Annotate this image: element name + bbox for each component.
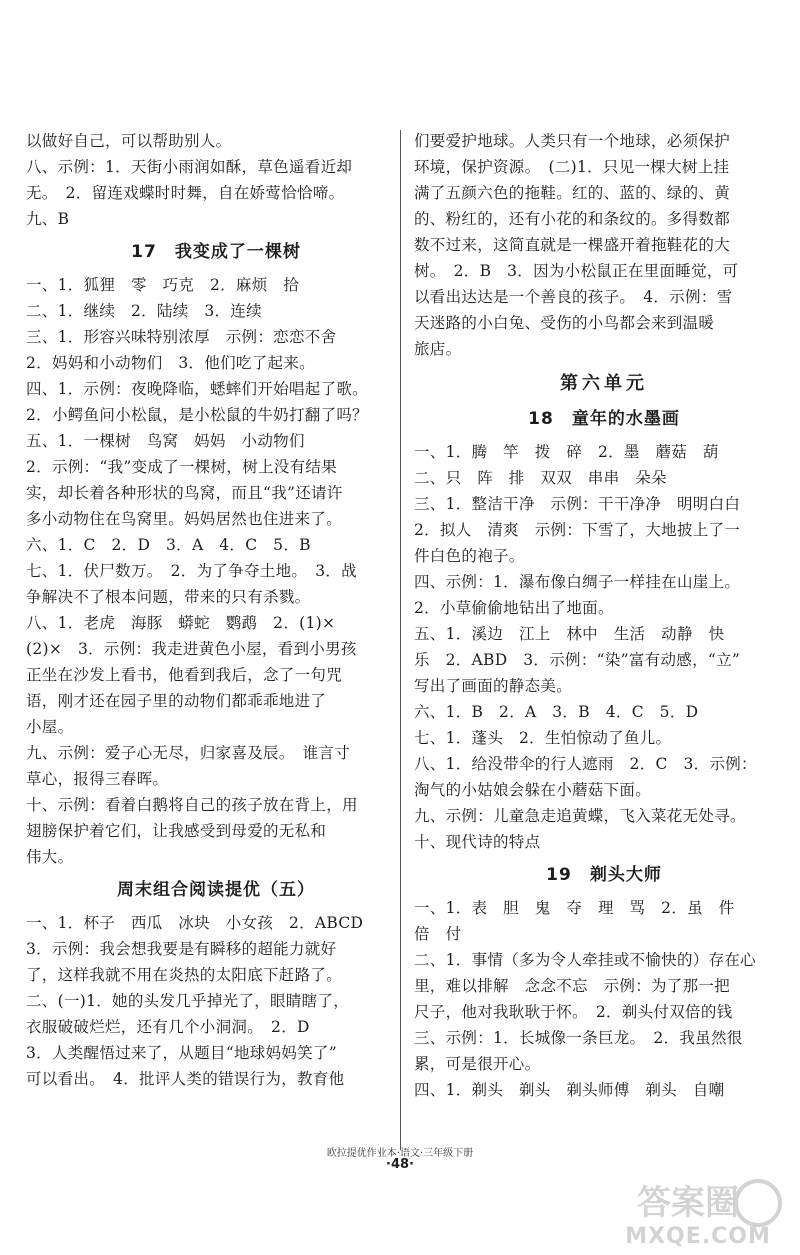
answer-line: 二、1．继续 2．陆续 3．连续 xyxy=(26,302,262,320)
answer-line: 旅店。 xyxy=(414,340,462,358)
answer-line: 十、现代诗的特点 xyxy=(414,833,541,851)
answer-line: 八、1．老虎 海豚 蟒蛇 鹦鹉 2．(1)× xyxy=(26,614,336,632)
svg-text:答案圈: 答案圈 xyxy=(637,1183,739,1223)
answer-line: 环境，保护资源。 (二)1．只见一棵大树上挂 xyxy=(414,158,730,176)
answer-line: 2．妈妈和小动物们 3．他们吃了起来。 xyxy=(26,354,315,372)
answer-line: 一、1．表 胆 鬼 夺 理 骂 2．虽 件 xyxy=(414,899,735,917)
answer-line: 四、1．示例：夜晚降临，蟋蟀们开始唱起了歌。 xyxy=(26,380,368,398)
answer-line: 一、1．狐狸 零 巧克 2．麻烦 拾 xyxy=(26,276,300,294)
column-divider xyxy=(400,130,401,1150)
answer-line: 三、示例：1．长城像一条巨龙。 2．我虽然很 xyxy=(414,1029,743,1047)
watermark-url: MXQE.COM xyxy=(625,1224,771,1249)
answer-line: 2．示例：“我”变成了一棵树，树上没有结果 xyxy=(26,458,338,476)
answer-line: 四、1．剃头 剃头 剃头师傅 剃头 自嘲 xyxy=(414,1081,725,1099)
answer-line: 天迷路的小白兔、受伤的小鸟都会来到温暖 xyxy=(414,314,715,332)
answer-line: 九、示例：儿童急走追黄蝶，飞入菜花无处寻。 xyxy=(414,807,746,825)
answer-line: 六、1．C 2．D 3．A 4．C 5．B xyxy=(26,536,311,554)
answer-line: 里，难以排解 念念不忘 示例：为了那一把 xyxy=(414,977,731,995)
answer-line: 语，刚才还在园子里的动物们都乖乖地进了 xyxy=(26,692,327,710)
answer-line: 以看出达达是一个善良的孩子。 4．示例：雪 xyxy=(414,288,733,306)
unit-heading: 第六单元 xyxy=(560,373,648,394)
answer-line: 淘气的小姑娘会躲在小蘑菇下面。 xyxy=(414,781,652,799)
answer-line: 七、1．伏尸数万。 2．为了争夺土地。 3．战 xyxy=(26,562,357,580)
lesson-heading: 18 童年的水墨画 xyxy=(528,409,680,429)
answer-line: 数不过来，这简直就是一棵盛开着拖鞋花的大 xyxy=(414,236,731,254)
answer-line: 衣服破破烂烂，还有几个小洞洞。 2．D xyxy=(26,1018,310,1036)
answer-line: 3．示例：我会想我要是有瞬移的超能力就好 xyxy=(26,940,337,958)
book-series-title: 欧拉提优作业本·语文·三年级下册 xyxy=(326,1148,474,1159)
answer-line: 累，可是很开心。 xyxy=(414,1055,541,1073)
answer-line: 无。 2．留连戏蝶时时舞，自在娇莺恰恰啼。 xyxy=(26,184,345,202)
answer-line: 翅膀保护着它们，让我感受到母爱的无私和 xyxy=(26,822,327,840)
answer-line: 五、1．一棵树 鸟窝 妈妈 小动物们 xyxy=(26,432,305,450)
right-column xyxy=(414,128,794,1103)
lesson-heading: 17 我变成了一棵树 xyxy=(131,242,301,262)
lesson-heading: 19 剃头大师 xyxy=(546,865,662,885)
answer-line: 小屋。 xyxy=(26,718,74,736)
answer-line: 倍 付 xyxy=(414,925,462,943)
answer-line: 了，这样我就不用在炎热的太阳底下赶路了。 xyxy=(26,966,343,984)
answer-line: 写出了画面的静态美。 xyxy=(414,677,573,695)
answer-line: 的、粉红的，还有小花的和条纹的。多得数都 xyxy=(414,210,731,228)
answer-line: 一、1．杯子 西瓜 冰块 小女孩 2．ABCD xyxy=(26,914,364,932)
answer-line: 件白色的袍子。 xyxy=(414,547,525,565)
answer-line: 三、1．形容兴味特别浓厚 示例：恋恋不舍 xyxy=(26,328,337,346)
page-number: ·48· xyxy=(386,1157,414,1172)
answer-line: 满了五颜六色的拖鞋。红的、蓝的、绿的、黄 xyxy=(414,184,731,202)
answer-line: 十、示例：看着白鹅将自己的孩子放在背上，用 xyxy=(26,796,358,814)
answer-line: 八、1．给没带伞的行人遮雨 2．C 3．示例： xyxy=(414,755,757,773)
answer-line: 可以看出。 4．批评人类的错误行为，教育他 xyxy=(26,1070,345,1088)
answer-line: 2．小草偷偷地钻出了地面。 xyxy=(414,599,614,617)
answer-line: 2．小鳄鱼问小松鼠，是小松鼠的牛奶打翻了吗？ xyxy=(26,406,368,424)
answer-line: 多小动物住在鸟窝里。妈妈居然也住进来了。 xyxy=(26,510,343,528)
answer-line: 一、1．腾 竿 拨 碎 2．墨 蘑菇 葫 xyxy=(414,443,719,461)
answer-line: 们要爱护地球。人类只有一个地球，必须保护 xyxy=(414,132,731,150)
answer-line: 尺子，他对我耿耿于怀。 2．剃头付双倍的钱 xyxy=(414,1003,733,1021)
lesson-heading: 周末组合阅读提优（五） xyxy=(117,880,315,900)
answer-line: 九、示例：爱子心无尽，归家喜及辰。 谁言寸 xyxy=(26,744,351,762)
answer-line: 二、1．事情（多为令人牵挂或不愉快的）存在心 xyxy=(414,951,756,969)
answer-line: 二、(一)1．她的头发几乎掉光了，眼睛瞎了， xyxy=(26,992,350,1010)
answer-line: 实，却长着各种形状的鸟窝，而且“我”还请许 xyxy=(26,484,343,502)
answer-line: 五、1．溪边 江上 林中 生活 动静 快 xyxy=(414,625,725,643)
left-column xyxy=(26,128,406,1092)
answer-line: 以做好自己，可以帮助别人。 xyxy=(26,132,232,150)
answer-line: 正坐在沙发上看书，他看到我后，念了一句咒 xyxy=(26,666,343,684)
answer-line: 二、只 阵 排 双双 串串 朵朵 xyxy=(414,469,667,487)
answer-line: 八、示例：1．天街小雨润如酥，草色遥看近却 xyxy=(26,158,353,176)
watermark-logo-icon xyxy=(598,1178,798,1228)
answer-line: 七、1．蓬头 2．生怕惊动了鱼儿。 xyxy=(414,729,672,747)
watermark xyxy=(598,1178,798,1254)
answer-line: 三、1．整洁干净 示例：干干净净 明明白白 xyxy=(414,495,741,513)
answer-line: 四、示例：1．瀑布像白绸子一样挂在山崖上。 xyxy=(414,573,741,591)
answer-line: 六、1．B 2．A 3．B 4．C 5．D xyxy=(414,703,699,721)
answer-line: 3．人类醒悟过来了，从题目“地球妈妈笑了” xyxy=(26,1044,338,1062)
answer-line: 伟大。 xyxy=(26,848,74,866)
answer-line: 2．拟人 清爽 示例：下雪了，大地披上了一 xyxy=(414,521,741,539)
answer-line: 树。 2．B 3．因为小松鼠正在里面睡觉，可 xyxy=(414,262,739,280)
answer-line: 草心，报得三春晖。 xyxy=(26,770,169,788)
answer-line: 乐 2．ABD 3．示例：“染”富有动感，“立” xyxy=(414,651,741,669)
answer-line: (2)× 3．示例：我走进黄色小屋，看到小男孩 xyxy=(26,640,357,658)
answer-line: 争解决不了根本问题，带来的只有杀戮。 xyxy=(26,588,311,606)
answer-line: 九、B xyxy=(26,210,70,228)
